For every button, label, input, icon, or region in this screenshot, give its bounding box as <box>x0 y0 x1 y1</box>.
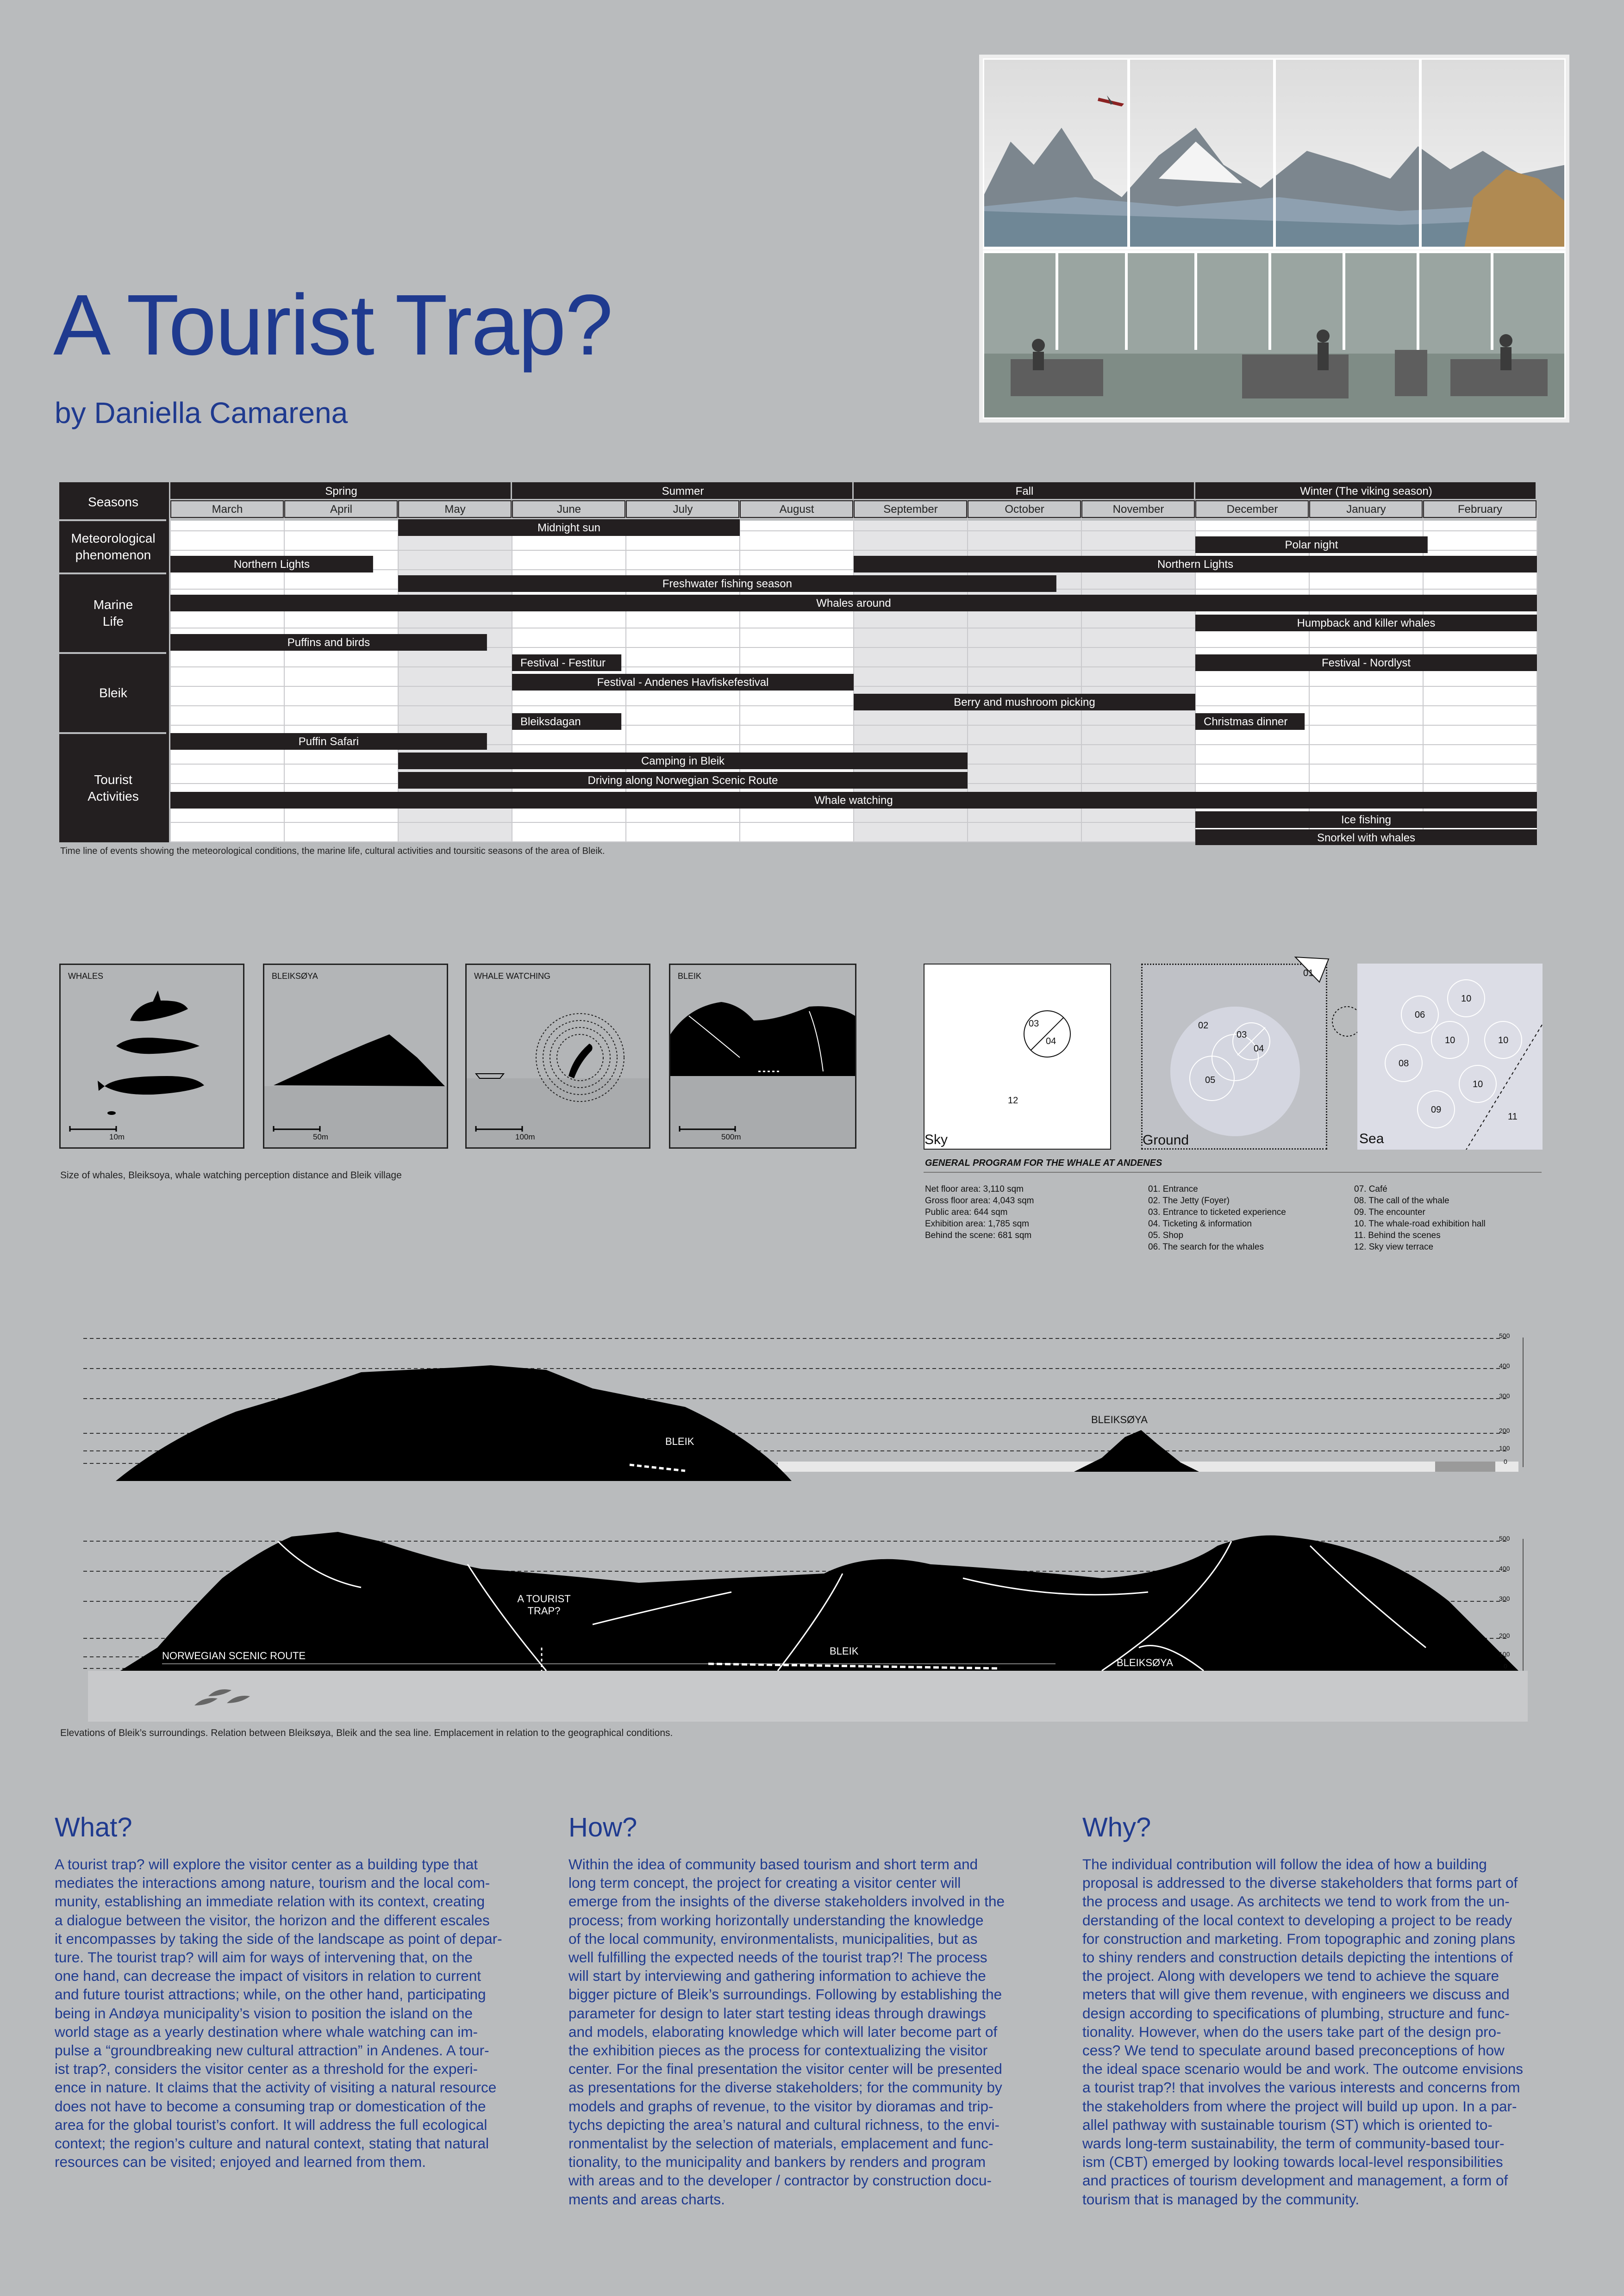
timeline-bar-label: Ice fishing <box>1341 814 1392 826</box>
ground-label: Ground <box>1143 1132 1189 1148</box>
program-sky <box>924 964 1111 1150</box>
elev-label-scenic-route: NORWEGIAN SCENIC ROUTE <box>162 1650 306 1661</box>
bubble-02: 02 <box>1198 1020 1209 1031</box>
section-what <box>55 1812 522 2171</box>
month-label: June <box>556 503 581 516</box>
month-label: March <box>212 503 243 516</box>
season-label: Winter (The viking season) <box>1300 485 1432 498</box>
bleik-illustration <box>670 965 855 1147</box>
tick-400: 400 <box>1499 1362 1510 1369</box>
paragraph-line: well fulfilling the expected needs of the tourist trap?! The process <box>568 1949 987 1966</box>
bubble-05: 05 <box>1205 1075 1216 1085</box>
tick-200: 200 <box>1499 1427 1510 1434</box>
paragraph-line: wards long-term sustainability, the term of community-based tour- <box>1082 2135 1505 2152</box>
paragraph-line: the exhibition pieces as the process for contextualizing the visitor <box>568 2042 988 2059</box>
paragraph-line: the ideal space scenario would be and work. The outcome envisions <box>1082 2060 1523 2078</box>
bubble-10: 10 <box>1445 1035 1455 1045</box>
program-list-b <box>1354 1183 1486 1253</box>
season-label: Fall <box>1015 485 1034 498</box>
timeline-chart <box>59 482 1541 845</box>
paragraph-line: ence in nature. It claims that the activity of visiting a natural resource <box>55 2079 497 2096</box>
month-label: May <box>444 503 466 516</box>
panel-bleik <box>669 964 856 1149</box>
paragraph-line: the process and usage. As architects we tend to work from the un- <box>1082 1893 1510 1910</box>
paragraph-line: mediates the interactions among nature, tourism and the local com- <box>55 1874 490 1892</box>
bubble-12: 12 <box>1008 1095 1018 1106</box>
timeline-bar-label: Puffin Safari <box>298 735 359 748</box>
category-label-line: Marine <box>93 597 133 612</box>
paragraph-line: area for the global tourist’s confort. It will address the full ecological <box>55 2116 487 2133</box>
poster-title: A Tourist Trap? <box>53 277 612 373</box>
paragraph-line: a tourist trap?! that involves the various interests and concerns from <box>1082 2079 1520 2096</box>
how-heading: How? <box>568 1812 637 1842</box>
elev-label-bleiksoya: BLEIKSØYA <box>1091 1414 1148 1425</box>
elev-label-bleiksoya: BLEIKSØYA <box>1117 1657 1173 1668</box>
paragraph-line: being in Andøya municipality’s vision to position the island on the <box>55 2004 473 2022</box>
paragraph-line: a dialogue between the visitor, the horizon and the different escales <box>55 1911 490 1929</box>
timeline-svg <box>59 482 1541 845</box>
seasons-header-label: Seasons <box>88 495 138 509</box>
paragraph-line: cess? We tend to speculate around based preconceptions of how <box>1082 2042 1505 2059</box>
bubble-10: 10 <box>1473 1079 1483 1089</box>
tick-0: 0 <box>1504 1662 1507 1670</box>
ground-bubbles <box>1143 965 1326 1148</box>
paragraph-line: Within the idea of community based tourism and short term and <box>568 1856 978 1873</box>
program-item: 12. Sky view terrace <box>1354 1242 1434 1252</box>
paragraph-line: and future tourist attractions; while, on the other hand, participating <box>55 1986 486 2003</box>
month-label: January <box>1346 503 1386 516</box>
paragraph-line: emerge from the insights of the diverse stakeholders involved in the <box>568 1893 1005 1910</box>
paragraph-line: process; from working horizontally understanding the knowledge <box>568 1911 984 1929</box>
paragraph-line: bigger picture of Bleik’s surroundings. Following by establishing the <box>568 1986 1002 2003</box>
paragraph-line: and models, elaborating knowledge which will later become part of <box>568 2023 998 2040</box>
month-label: October <box>1005 503 1044 516</box>
program-item: 02. The Jetty (Foyer) <box>1148 1196 1230 1206</box>
paragraph-line: parameter for design to later start testing ideas through drawings <box>568 2004 986 2022</box>
sea-label: Sea <box>1359 1131 1384 1146</box>
paragraph-line: proposal is addressed to the diverse stakeholders that forms part of <box>1082 1874 1518 1892</box>
how-body <box>568 1855 1036 2209</box>
whale-watching-illustration <box>467 965 649 1147</box>
paragraph-line: A tourist trap? will explore the visitor center as a building type that <box>55 1856 478 1873</box>
program-item: 10. The whale-road exhibition hall <box>1354 1219 1486 1229</box>
program-areas <box>925 1183 1034 1241</box>
panel-label: BLEIK <box>678 971 702 981</box>
paragraph-line: long term concept, the project for creating a visitor center will <box>568 1874 961 1892</box>
paragraph-line: allel pathway with sustainable tourism (ST) which is oriented to- <box>1082 2116 1493 2133</box>
paragraph-line: resources can be visited; enjoyed and learned from them. <box>55 2153 426 2171</box>
month-label: August <box>779 503 814 516</box>
paragraph-line: one hand, can decrease the impact of visitors in relation to current <box>55 1967 481 1985</box>
season-label: Spring <box>325 485 357 498</box>
timeline-bar-label: Humpback and killer whales <box>1297 617 1436 629</box>
panel-whale-watching <box>465 964 650 1149</box>
category-cell <box>59 574 167 652</box>
paragraph-line: center. For the final presentation the visitor center will be presented <box>568 2060 1002 2078</box>
bubble-10: 10 <box>1498 1035 1509 1045</box>
program-item: 06. The search for the whales <box>1148 1242 1264 1252</box>
month-label: September <box>883 503 938 516</box>
scale-label: 10m <box>109 1132 125 1141</box>
paragraph-line: context; the region’s culture and natural context, stating that natural <box>55 2135 489 2152</box>
season-label: Summer <box>662 485 704 498</box>
program-item: 08. The call of the whale <box>1354 1196 1449 1206</box>
month-label: February <box>1457 503 1503 516</box>
paragraph-line: it encompasses by taking the side of the landscape as point of depar- <box>55 1930 502 1947</box>
bubble-06: 06 <box>1415 1010 1425 1020</box>
panel-label: BLEIKSØYA <box>272 971 318 981</box>
tick-500: 500 <box>1499 1332 1510 1339</box>
label-line: TRAP? <box>527 1605 561 1617</box>
program-ground <box>1141 964 1327 1150</box>
timeline-bar-label: Midnight sun <box>537 522 601 534</box>
paragraph-line: and practices of tourism development and management, a form of <box>1082 2172 1508 2189</box>
timeline-bar-label: Christmas dinner <box>1204 716 1288 728</box>
timeline-bar-label: Freshwater fishing season <box>662 578 793 590</box>
paragraph-line: tionality, to the municipality and bankers by renders and program <box>568 2153 986 2171</box>
panel-bleiksoya <box>263 964 448 1149</box>
label-line: A TOURIST <box>517 1593 571 1605</box>
area-line: Exhibition area: 1,785 sqm <box>925 1219 1029 1229</box>
scale-label: 500m <box>721 1132 741 1141</box>
why-body <box>1082 1855 1550 2209</box>
elevation-top-svg <box>83 1324 1542 1490</box>
paragraph-line: munity, establishing an immediate relation with its context, creating <box>55 1893 485 1910</box>
paragraph-line: The individual contribution will follow the idea of how a building <box>1082 1856 1487 1873</box>
paragraph-line: world stage as a yearly destination where whale watching can im- <box>55 2023 478 2040</box>
area-line: Net floor area: 3,110 sqm <box>925 1184 1024 1194</box>
panel-label: WHALES <box>68 971 104 981</box>
timeline-bar-label: Festival - Nordlyst <box>1321 657 1411 669</box>
category-label-line: Bleik <box>99 685 127 700</box>
timeline-bar-label: Camping in Bleik <box>641 755 725 767</box>
paragraph-line: will start by interviewing and gathering information to achieve the <box>568 1967 986 1985</box>
why-heading: Why? <box>1082 1812 1151 1842</box>
tick-300: 300 <box>1499 1595 1510 1602</box>
month-label: April <box>330 503 353 516</box>
timeline-bar-label: Snorkel with whales <box>1317 832 1416 844</box>
bubble-03: 03 <box>1237 1030 1247 1040</box>
bubble-01: 01 <box>1303 968 1314 978</box>
tick-300: 300 <box>1499 1392 1510 1400</box>
tick-500: 500 <box>1499 1535 1510 1542</box>
category-label-line: Tourist <box>94 772 132 787</box>
scale-label: 50m <box>313 1132 329 1141</box>
timeline-bar-label: Puffins and birds <box>287 636 370 649</box>
area-line: Gross floor area: 4,043 sqm <box>925 1196 1034 1206</box>
paragraph-line: does not have to become a consuming trap or domestication of the <box>55 2097 486 2115</box>
paragraph-line: design according to specifications of plumbing, structure and func- <box>1082 2004 1510 2022</box>
paragraph-line: tionality. However, when do the users take part of the design pro- <box>1082 2023 1501 2040</box>
section-why <box>1082 1812 1550 2209</box>
timeline-bar-label: Polar night <box>1285 539 1338 551</box>
paragraph-line: derstanding of the local context to developing a project to be ready <box>1082 1911 1512 1929</box>
program-item: 03. Entrance to ticketed experience <box>1148 1207 1286 1217</box>
paragraph-line: ments and areas charts. <box>568 2190 725 2208</box>
paragraph-line: ture. The tourist trap? will aim for ways of intervening that, on the <box>55 1949 473 1966</box>
program-item: 04. Ticketing & information <box>1148 1219 1252 1229</box>
whales-illustration <box>61 965 243 1147</box>
bubble-03: 03 <box>1029 1019 1039 1029</box>
program-item: 07. Café <box>1354 1184 1387 1194</box>
category-label-line: Activities <box>87 789 139 803</box>
tick-0: 0 <box>1504 1458 1507 1465</box>
elevation-caption: Elevations of Bleik’s surroundings. Relation between Bleiksøya, Bleik and the sea line. Emplacement in relation to the geographical conditions. <box>60 1728 673 1738</box>
area-line: Public area: 644 sqm <box>925 1207 1008 1217</box>
paragraph-line: of the local community, environmentalists, municipalities, but as <box>568 1930 978 1947</box>
paragraph-line: the stakeholders from where the project will build up upon. In a par- <box>1082 2097 1517 2115</box>
timeline-bar-label: Bleiksdagan <box>520 716 581 728</box>
program-item: 01. Entrance <box>1148 1184 1198 1194</box>
poster-author: by Daniella Camarena <box>55 396 348 429</box>
category-label-line: Meteorological <box>71 531 156 546</box>
program-item: 05. Shop <box>1148 1231 1184 1240</box>
program-title: GENERAL PROGRAM FOR THE WHALE AT ANDENES <box>925 1158 1162 1168</box>
sky-bubbles <box>924 964 1110 1149</box>
sky-label: Sky <box>924 1132 948 1147</box>
elevation-bottom-svg <box>83 1509 1542 1726</box>
what-heading: What? <box>55 1812 132 1842</box>
program-list-a <box>1148 1183 1286 1253</box>
month-label: November <box>1112 503 1164 516</box>
elev-label-bleik: BLEIK <box>830 1645 859 1657</box>
paragraph-line: to shiny renders and construction details depicting the intentions of <box>1082 1949 1513 1966</box>
collage-illustration <box>983 58 1566 419</box>
category-cell <box>59 734 167 842</box>
timeline-bar-label: Driving along Norwegian Scenic Route <box>587 774 778 787</box>
timeline-bar-label: Festival - Festitur <box>520 657 606 669</box>
program-item: 09. The encounter <box>1354 1207 1425 1217</box>
elevation-bottom <box>83 1509 1542 1726</box>
paragraph-line: with areas and to the developer / contractor by construction docu- <box>568 2172 992 2189</box>
timeline-bar-label: Berry and mushroom picking <box>954 696 1095 709</box>
tick-100: 100 <box>1499 1444 1510 1452</box>
tick-200: 200 <box>1499 1632 1510 1639</box>
program-item: 11. Behind the scenes <box>1354 1231 1441 1240</box>
month-label: July <box>673 503 693 516</box>
panel-label: WHALE WATCHING <box>474 971 550 981</box>
scale-label: 100m <box>515 1132 535 1141</box>
bubble-04: 04 <box>1254 1044 1264 1054</box>
category-cell <box>59 521 167 572</box>
bubble-11: 11 <box>1508 1112 1518 1122</box>
bubble-08: 08 <box>1399 1058 1409 1069</box>
category-label-line: Life <box>102 614 124 628</box>
panel-whales <box>59 964 244 1149</box>
program-divider <box>924 1172 1542 1173</box>
elev-label-tourist-trap <box>514 1593 574 1617</box>
paragraph-line: ronmentalist by the selection of materials, emplacement and func- <box>568 2135 993 2152</box>
timeline-bar-label: Festival - Andenes Havfiskefestival <box>597 676 769 689</box>
bubble-10: 10 <box>1461 994 1472 1004</box>
paragraph-line: models and graphs of revenue, to the visitor by dioramas and trip- <box>568 2097 993 2115</box>
bubble-04: 04 <box>1046 1036 1056 1046</box>
entrance-triangle <box>1292 953 1338 986</box>
photo-collage <box>979 55 1569 423</box>
timeline-bar-label: Whales around <box>816 597 891 610</box>
tick-400: 400 <box>1499 1565 1510 1572</box>
paragraph-line: for construction and marketing. From topographic and zoning plans <box>1082 1930 1516 1947</box>
bleiksoya-illustration <box>264 965 447 1147</box>
elev-label-bleik: BLEIK <box>665 1436 694 1447</box>
paragraph-line: ist trap?, considers the visitor center as a threshold for the experi- <box>55 2060 478 2078</box>
tick-100: 100 <box>1499 1650 1510 1658</box>
timeline-bar-label: Northern Lights <box>233 558 310 571</box>
what-body <box>55 1855 522 2171</box>
program-sea <box>1357 964 1543 1150</box>
timeline-bar-label: Whale watching <box>814 794 893 807</box>
section-how <box>568 1812 1036 2209</box>
paragraph-line: meters that will give them revenue, with engineers we discuss and <box>1082 1986 1510 2003</box>
area-line: Behind the scene: 681 sqm <box>925 1231 1032 1240</box>
paragraph-line: ism (CBT) emerged by looking towards local-level responsibilities <box>1082 2153 1503 2171</box>
scale-caption: Size of whales, Bleiksoya, whale watching perception distance and Bleik village <box>60 1170 402 1181</box>
paragraph-line: as presentations for the diverse stakeholders; for the community by <box>568 2079 1002 2096</box>
month-label: December <box>1226 503 1278 516</box>
category-label-line: phenomenon <box>75 548 151 562</box>
paragraph-line: tychs depicting the area’s natural and cultural richness, to the envi- <box>568 2116 999 2133</box>
elevation-top <box>83 1324 1542 1490</box>
timeline-bar-label: Northern Lights <box>1157 558 1234 571</box>
paragraph-line: tourism that is managed by the community. <box>1082 2190 1360 2208</box>
paragraph-line: the project. Along with developers we tend to achieve the square <box>1082 1967 1499 1985</box>
bubble-09: 09 <box>1431 1105 1442 1115</box>
timeline-caption: Time line of events showing the meteorological conditions, the marine life, cultural activities and toursitic seasons of the area of Bleik. <box>60 846 605 856</box>
paragraph-line: pulse a “groundbreaking new cultural attraction” in Andenes. A tour- <box>55 2042 489 2059</box>
